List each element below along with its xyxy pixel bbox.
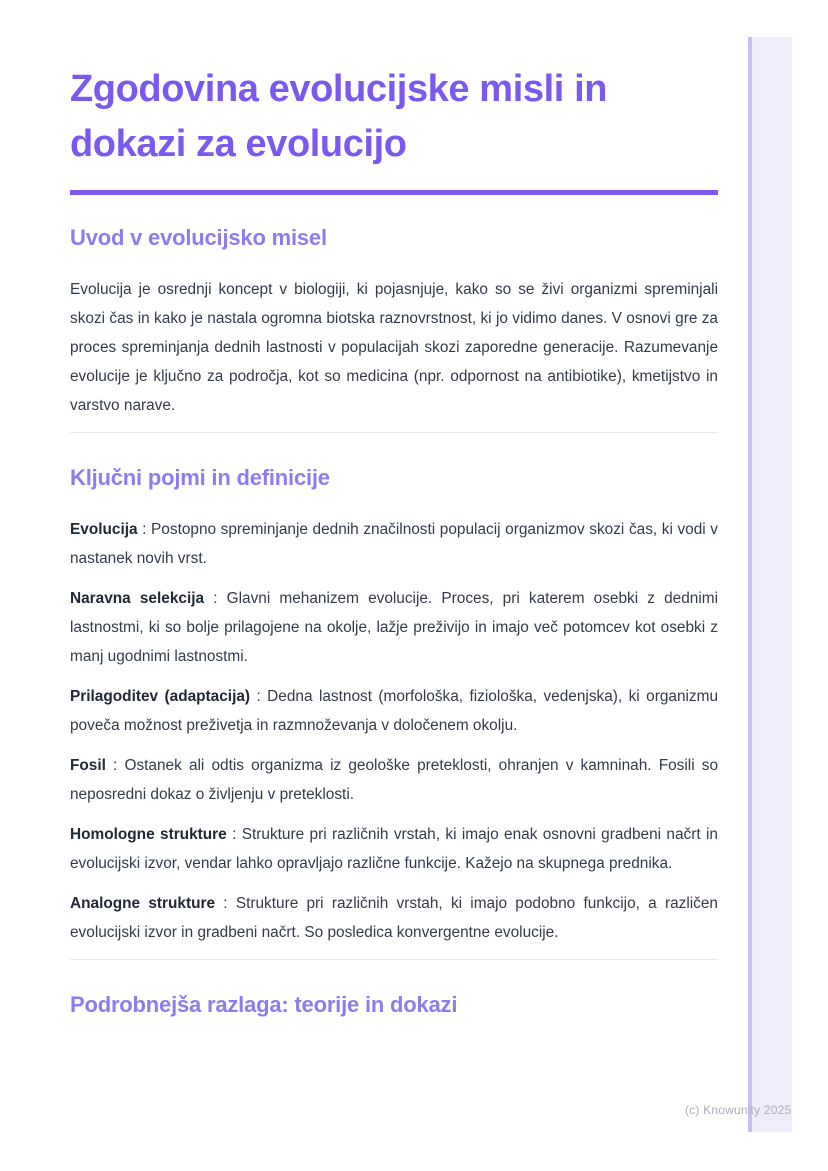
definition-term: Fosil [70,757,106,774]
definition-separator: : [204,590,227,607]
section-heading-definitions: Ključni pojmi in definicije [70,465,330,490]
decorative-side-stripe [748,37,792,1132]
definition-separator: : [215,895,236,912]
section-divider [70,432,718,433]
definition-item-prilagoditev [70,682,718,740]
definition-text: Ostanek ali odtis organizma iz geološke preteklosti, ohranjen v kamninah. Fosili so neposredni dokaz o življenju v preteklosti. [70,757,719,803]
definition-separator: : [137,521,152,538]
page-title-line-1: Zgodovina evolucijske misli in [70,68,608,110]
page-title [70,62,718,172]
definition-item-fosil [70,751,718,809]
page-title-line-2: dokazi za evolucijo [70,123,407,165]
definition-text: Glavni mehanizem evolucije. Proces, pri katerem osebki z dednimi lastnostmi, ki so bolje prilagojene na okolje, lažje preživijo in imajo več potomcev kot osebki z manj ugodnimi lastnostmi. [70,590,718,665]
intro-paragraph: Evolucija je osrednji koncept v biologiji, ki pojasnjuje, kako so se živi organizmi spreminjali skozi čas in kako je nastala ogromna biotska raznovrstnost, ki jo vidimo danes. V osnovi gre za proces spreminjanja dednih lastnosti v populacijah skozi zaporedne generacije. Razumevanje evolucije je ključno za področja, kot so medicina (npr. odpornost na antibiotike), kmetijstvo in varstvo narave. [70,281,718,414]
definition-item-homologne-strukture [70,820,718,878]
definition-item-naravna-selekcija [70,584,718,671]
definition-separator: : [226,826,242,843]
definition-text: Strukture pri različnih vrstah, ki imajo podobno funkcijo, a različen evolucijski izvor in gradbeni načrt. So posledica konvergentne evolucije. [70,895,718,941]
definition-text: Dedna lastnost (morfološka, fiziološka, vedenjska), ki organizmu poveča možnost preživetja in razmnoževanja v določenem okolju. [70,688,718,734]
definition-separator: : [105,757,125,774]
definition-item-analogne-strukture [70,889,718,947]
definition-term: Naravna selekcija [70,590,205,607]
section-heading-details: Podrobnejša razlaga: teorije in dokazi [70,992,458,1017]
section-divider [70,959,718,960]
section-heading-intro: Uvod v evolucijsko misel [70,225,327,250]
definition-text: Strukture pri različnih vrstah, ki imajo enak osnovni gradbeni načrt in evolucijski izvor, vendar lahko opravljajo različne funkcije. Kažejo na skupnega prednika. [70,826,718,872]
document-content [70,0,718,1042]
definition-term: Analogne strukture [70,895,216,912]
definition-separator: : [250,688,268,705]
definition-item-evolucija [70,515,718,573]
footer-credit: (c) Knowunity 2025 [685,1103,792,1117]
definition-text: Postopno spreminjanje dednih značilnosti populacij organizmov skozi čas, ki vodi v nastanek novih vrst. [70,521,719,567]
definition-term: Evolucija [70,521,138,538]
title-underline-rule [70,190,718,195]
definition-term: Homologne strukture [70,826,227,843]
definition-term: Prilagoditev (adaptacija) [70,688,251,705]
